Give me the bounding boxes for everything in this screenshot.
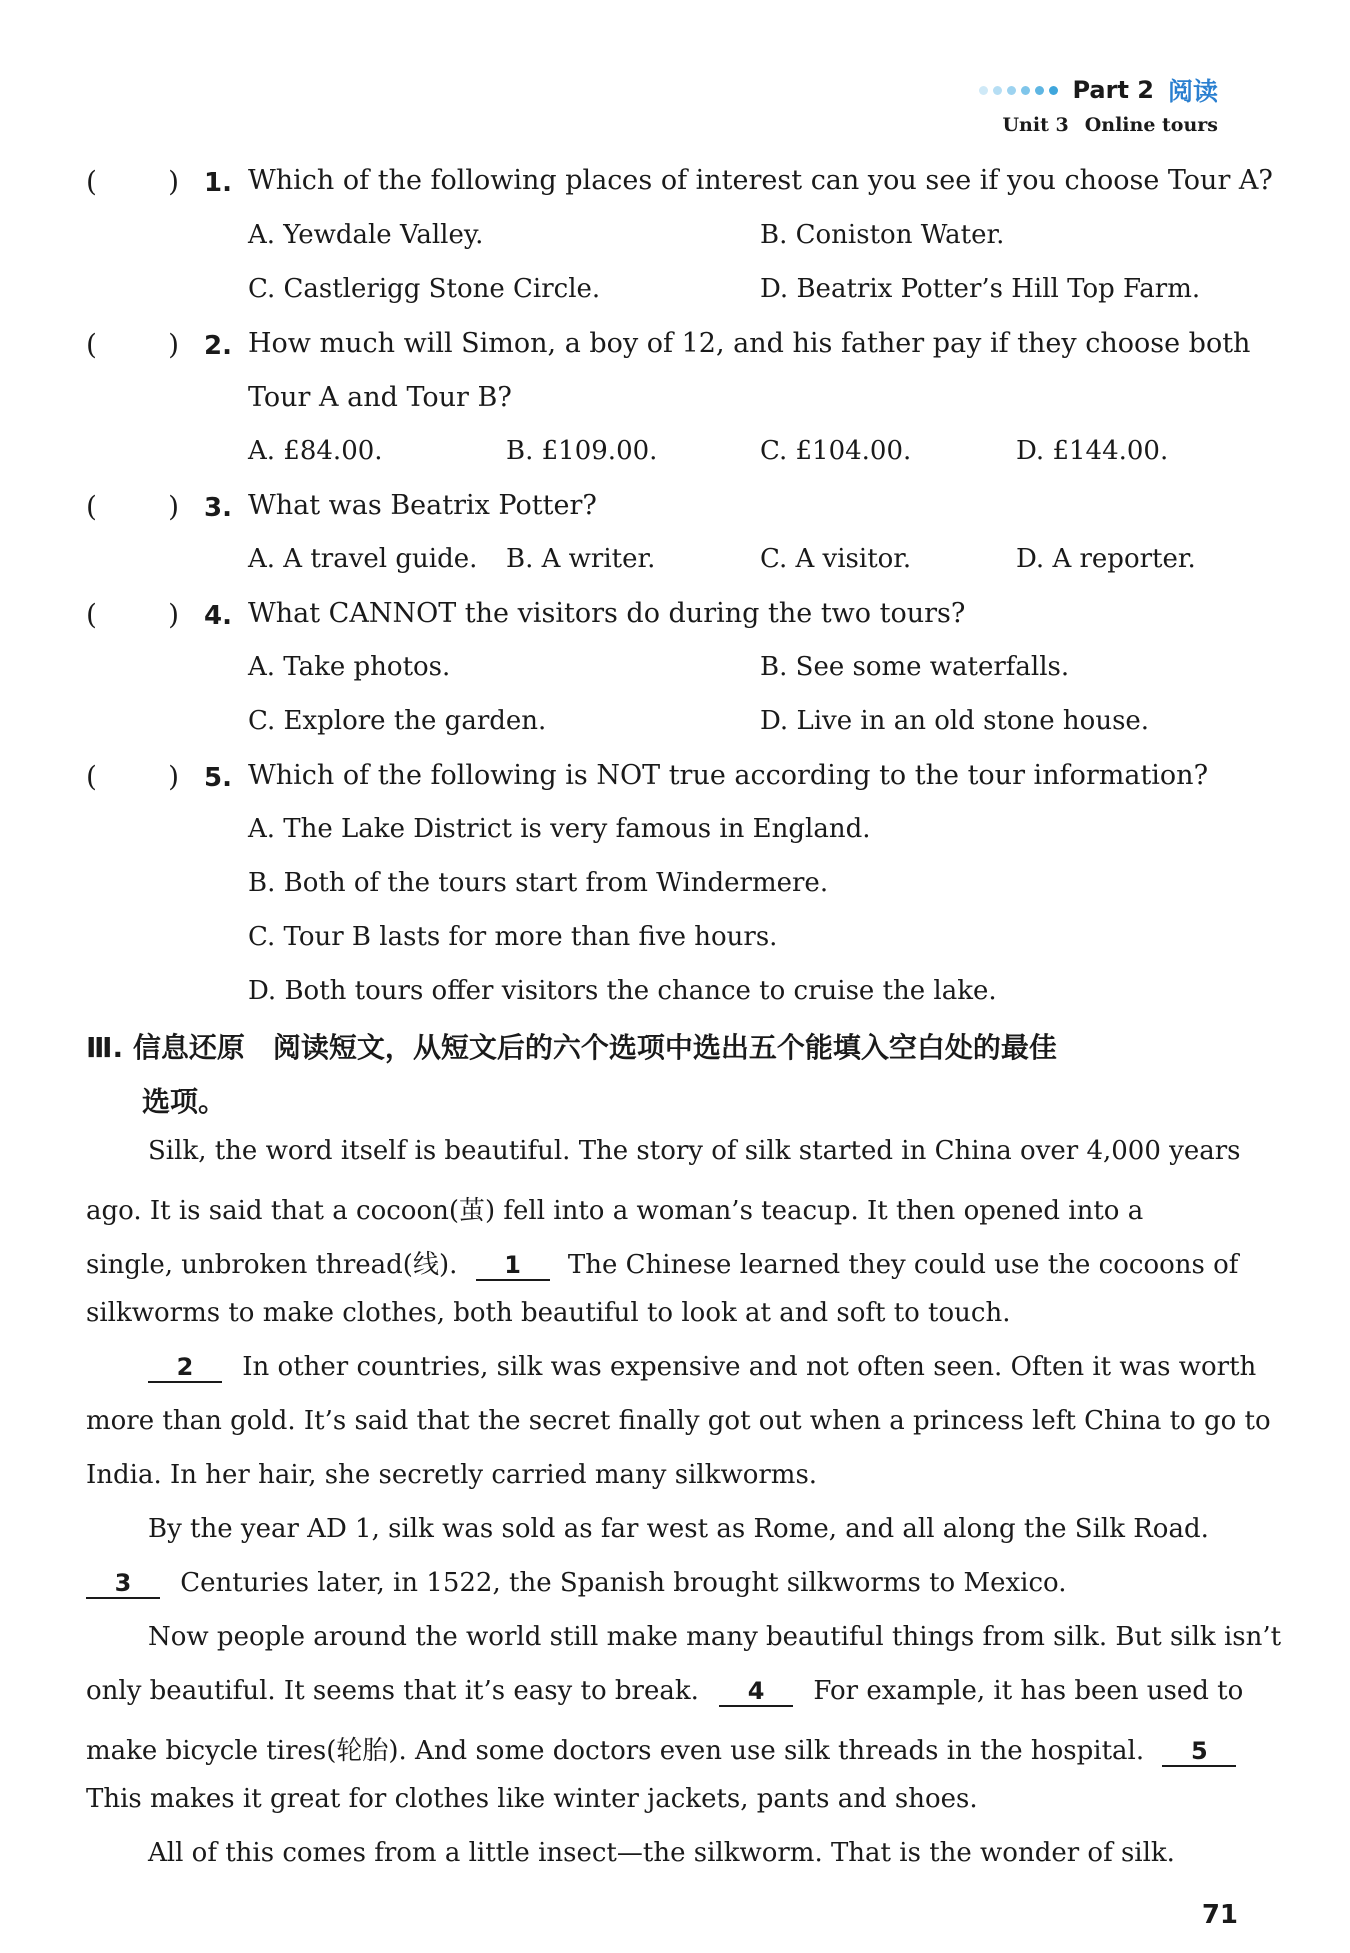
dot-icon [979, 86, 988, 95]
option-c: C. Castlerigg Stone Circle. [248, 274, 601, 304]
question-text: How much will Simon, a boy of 12, and his father pay if they choose both [248, 328, 1251, 359]
blank-3[interactable]: 3 [86, 1569, 160, 1599]
part-label: Part 2 [1072, 76, 1154, 104]
dot-icon [1049, 86, 1058, 95]
answer-bracket[interactable]: ( ) [86, 598, 180, 631]
passage-line: Silk, the word itself is beautiful. The story of silk started in China over 4,000 years [148, 1136, 1241, 1166]
option-c: C. Explore the garden. [248, 706, 547, 736]
option-a: A. £84.00. [248, 436, 383, 466]
option-d: D. A reporter. [1016, 544, 1196, 574]
blank-5[interactable]: 5 [1162, 1737, 1236, 1767]
passage-text: Centuries later, in 1522, the Spanish brought silkworms to Mexico. [180, 1568, 1067, 1598]
decorative-dots-icon [979, 86, 1058, 95]
option-d: D. Both tours offer visitors the chance to cruise the lake. [248, 976, 997, 1006]
passage-text: only beautiful. It seems that it’s easy to break. [86, 1676, 699, 1706]
part-heading [979, 72, 1218, 108]
passage-line: This makes it great for clothes like winter jackets, pants and shoes. [86, 1784, 978, 1814]
question-text: What CANNOT the visitors do during the two tours? [248, 598, 966, 629]
question-number: 2. [204, 331, 232, 361]
dot-icon [993, 86, 1002, 95]
option-c: C. £104.00. [760, 436, 912, 466]
option-d: D. Live in an old stone house. [760, 706, 1150, 736]
part-chinese-label: 阅读 [1167, 77, 1218, 106]
answer-bracket[interactable]: ( ) [86, 760, 180, 793]
passage-line: ago. It is said that a cocoon(茧) fell into a woman’s teacup. It then opened into a [86, 1196, 1144, 1226]
passage-line: All of this comes from a little insect—the silkworm. That is the wonder of silk. [148, 1838, 1175, 1868]
option-b: B. A writer. [506, 544, 656, 574]
page-number: 71 [1201, 1900, 1238, 1930]
option-a: A. Take photos. [248, 652, 451, 682]
answer-bracket[interactable]: ( ) [86, 328, 180, 361]
question-text: Which of the following is NOT true according to the tour information? [248, 760, 1209, 791]
passage-line: more than gold. It’s said that the secret finally got out when a princess left China to go to [86, 1406, 1271, 1436]
passage-line [86, 1568, 1067, 1599]
unit-label: Unit 3 [1002, 114, 1069, 136]
passage-line: By the year AD 1, silk was sold as far west as Rome, and all along the Silk Road. [148, 1514, 1209, 1544]
option-a: A. Yewdale Valley. [248, 220, 484, 250]
option-a: A. The Lake District is very famous in England. [248, 814, 871, 844]
unit-heading [979, 114, 1218, 136]
blank-4[interactable]: 4 [719, 1677, 793, 1707]
question-number: 1. [204, 168, 232, 198]
option-a: A. A travel guide. [248, 544, 478, 574]
passage-line [86, 1244, 1238, 1281]
question-text-continued: Tour A and Tour B? [248, 382, 512, 413]
question-text: What was Beatrix Potter? [248, 490, 597, 521]
option-b: B. See some waterfalls. [760, 652, 1070, 682]
passage-line: Now people around the world still make many beautiful things from silk. But silk isn’t [148, 1622, 1282, 1652]
question-number: 4. [204, 601, 232, 631]
passage-line [86, 1730, 1236, 1767]
passage-text: single, unbroken thread(线). [86, 1250, 458, 1280]
option-c: C. Tour B lasts for more than five hours. [248, 922, 778, 952]
dot-icon [1021, 86, 1030, 95]
passage-text: make bicycle tires(轮胎). And some doctors even use silk threads in the hospital. [86, 1736, 1145, 1766]
section-title: Ⅲ. 信息还原 阅读短文，从短文后的六个选项中选出五个能填入空白处的最佳 [86, 1031, 1057, 1064]
passage-text: For example, it has been used to [813, 1676, 1244, 1706]
question-number: 5. [204, 763, 232, 793]
option-d: D. £144.00. [1016, 436, 1169, 466]
dot-icon [1035, 86, 1044, 95]
unit-title: Online tours [1084, 114, 1218, 136]
answer-bracket[interactable]: ( ) [86, 165, 180, 198]
answer-bracket[interactable]: ( ) [86, 490, 180, 523]
question-text: Which of the following places of interest can you see if you choose Tour A? [248, 165, 1273, 196]
passage-line [148, 1352, 1256, 1383]
option-b: B. Both of the tours start from Windermere. [248, 868, 829, 898]
option-c: C. A visitor. [760, 544, 912, 574]
passage-line [86, 1676, 1243, 1707]
passage-line: India. In her hair, she secretly carried many silkworms. [86, 1460, 818, 1490]
blank-1[interactable]: 1 [476, 1251, 550, 1281]
page-header [979, 72, 1218, 136]
dot-icon [1007, 86, 1016, 95]
blank-2[interactable]: 2 [148, 1353, 222, 1383]
passage-text: In other countries, silk was expensive and not often seen. Often it was worth [242, 1352, 1257, 1382]
passage-line: silkworms to make clothes, both beautiful to look at and soft to touch. [86, 1298, 1011, 1328]
option-d: D. Beatrix Potter’s Hill Top Farm. [760, 274, 1201, 304]
option-b: B. Coniston Water. [760, 220, 1005, 250]
question-number: 3. [204, 493, 232, 523]
option-b: B. £109.00. [506, 436, 658, 466]
passage-text: The Chinese learned they could use the cocoons of [567, 1250, 1239, 1280]
section-title-continued: 选项。 [142, 1085, 227, 1118]
